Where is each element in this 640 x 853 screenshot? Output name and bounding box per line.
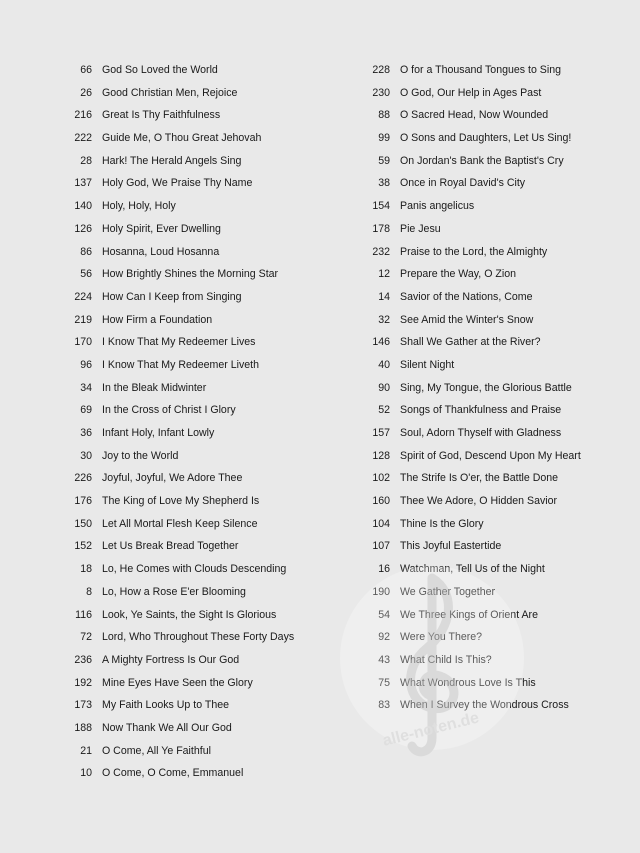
page-number: 154: [372, 200, 390, 213]
page-number: 18: [80, 563, 92, 576]
song-title: Songs of Thankfulness and Praise: [400, 404, 562, 417]
page-number: 224: [74, 290, 92, 303]
song-title: This Joyful Eastertide: [400, 540, 502, 553]
index-entry: [60, 699, 340, 722]
song-title: O Sons and Daughters, Let Us Sing!: [400, 132, 572, 145]
page-number: 128: [372, 449, 390, 462]
page-number: 56: [80, 268, 92, 281]
page-number: 12: [378, 268, 390, 281]
song-title: Hosanna, Loud Hosanna: [102, 245, 220, 258]
song-title: Panis angelicus: [400, 200, 475, 213]
song-title: How Firm a Foundation: [102, 313, 213, 326]
song-title: Lord, Who Throughout These Forty Days: [102, 631, 295, 644]
song-title: Were You There?: [400, 631, 483, 644]
page-number: 52: [378, 404, 390, 417]
song-title: We Gather Together: [400, 585, 496, 598]
song-title: Thine Is the Glory: [400, 517, 484, 530]
song-title: God So Loved the World: [102, 64, 218, 76]
index-entry: [358, 540, 628, 563]
page-number: 34: [80, 381, 92, 394]
song-title: Let Us Break Bread Together: [102, 540, 239, 553]
index-entry: [358, 609, 628, 632]
page-number: 90: [378, 381, 390, 394]
index-entry: [60, 722, 340, 745]
song-title: Mine Eyes Have Seen the Glory: [102, 676, 253, 689]
page-number: 30: [80, 449, 92, 462]
index-entry: [60, 336, 340, 359]
index-entry: [358, 677, 628, 700]
index-entry: [60, 223, 340, 246]
index-entry: [60, 177, 340, 200]
song-title: The Strife Is O'er, the Battle Done: [400, 472, 559, 485]
song-title: Holy Spirit, Ever Dwelling: [102, 222, 221, 235]
index-entry: [60, 563, 340, 586]
index-entry: [358, 631, 628, 654]
song-title: Good Christian Men, Rejoice: [102, 86, 238, 99]
index-entry: [358, 246, 628, 269]
index-entry: [60, 132, 340, 155]
page-number: 26: [80, 86, 92, 99]
index-entry: [358, 109, 628, 132]
page-number: 104: [372, 517, 390, 530]
index-entry: [358, 291, 628, 314]
index-entry: [60, 586, 340, 609]
left-index-column: [60, 64, 340, 790]
song-title: Joy to the World: [102, 449, 179, 462]
index-entry: [60, 427, 340, 450]
index-entry: [60, 87, 340, 110]
index-entry: [358, 450, 628, 473]
index-entry: [60, 540, 340, 563]
song-title: O Sacred Head, Now Wounded: [400, 109, 549, 122]
page-number: 137: [74, 177, 92, 190]
page-number: 152: [74, 540, 92, 553]
index-entry: [358, 223, 628, 246]
index-entry: [358, 563, 628, 586]
page-number: 232: [372, 245, 390, 258]
song-title: In the Cross of Christ I Glory: [102, 404, 236, 417]
song-title: O for a Thousand Tongues to Sing: [400, 64, 561, 76]
page-number: 36: [80, 427, 92, 439]
song-title: Prepare the Way, O Zion: [400, 268, 516, 281]
song-title: Let All Mortal Flesh Keep Silence: [102, 517, 258, 530]
page-number: 32: [378, 313, 390, 326]
page-number: 83: [378, 699, 390, 712]
page-number: 14: [378, 290, 390, 303]
index-entry: [358, 87, 628, 110]
song-title: O God, Our Help in Ages Past: [400, 86, 542, 99]
song-title: Watchman, Tell Us of the Night: [400, 563, 545, 576]
index-entry: [60, 495, 340, 518]
page-number: 236: [74, 653, 92, 666]
page-number: 86: [80, 245, 92, 258]
index-entry: [358, 404, 628, 427]
page-number: 192: [74, 676, 92, 689]
page-number: 230: [372, 86, 390, 99]
index-entry: [60, 767, 340, 790]
index-entry: [60, 654, 340, 677]
page-number: 54: [378, 608, 390, 621]
song-title: Hark! The Herald Angels Sing: [102, 154, 242, 167]
index-entry: [358, 586, 628, 609]
index-entry: [60, 314, 340, 337]
page-number: 160: [372, 495, 390, 508]
page-number: 96: [80, 358, 92, 371]
page-number: 190: [372, 585, 390, 598]
page-number: 219: [74, 313, 92, 326]
page-number: 170: [74, 336, 92, 349]
index-entry: [60, 382, 340, 405]
page-number: 222: [74, 132, 92, 145]
page-number: 150: [74, 517, 92, 530]
song-title: Now Thank We All Our God: [102, 721, 232, 734]
index-entry: [358, 472, 628, 495]
song-title: Pie Jesu: [400, 222, 441, 235]
song-title: When I Survey the Wondrous Cross: [400, 699, 569, 712]
page-number: 126: [74, 222, 92, 235]
page-number: 72: [80, 631, 92, 644]
index-entry: [60, 64, 340, 87]
index-entry: [358, 427, 628, 450]
index-entry: [358, 654, 628, 677]
page-number: 178: [372, 222, 390, 235]
index-entry: [358, 336, 628, 359]
song-title: Lo, He Comes with Clouds Descending: [102, 563, 287, 576]
index-entry: [358, 518, 628, 541]
song-title: See Amid the Winter's Snow: [400, 313, 534, 326]
song-title: In the Bleak Midwinter: [102, 381, 207, 394]
song-title: Look, Ye Saints, the Sight Is Glorious: [102, 608, 277, 621]
song-title: Joyful, Joyful, We Adore Thee: [102, 472, 243, 485]
song-title: Soul, Adorn Thyself with Gladness: [400, 427, 562, 439]
index-entry: [60, 745, 340, 768]
song-title: Savior of the Nations, Come: [400, 290, 533, 303]
song-title: On Jordan's Bank the Baptist's Cry: [400, 154, 564, 167]
page-number: 173: [74, 699, 92, 712]
song-title: Shall We Gather at the River?: [400, 336, 541, 349]
index-entry: [358, 314, 628, 337]
page-number: 40: [378, 358, 390, 371]
page-number: 228: [372, 64, 390, 76]
song-title: Spirit of God, Descend Upon My Heart: [400, 449, 581, 462]
song-title: Silent Night: [400, 358, 455, 371]
song-title: I Know That My Redeemer Lives: [102, 336, 256, 349]
index-entry: [60, 518, 340, 541]
index-entry: [358, 359, 628, 382]
index-entry: [358, 495, 628, 518]
index-entry: [60, 200, 340, 223]
page-number: 92: [378, 631, 390, 644]
index-entry: [358, 64, 628, 87]
index-entry: [60, 450, 340, 473]
page-number: 10: [80, 767, 92, 780]
song-title: How Brightly Shines the Morning Star: [102, 268, 279, 281]
page-number: 69: [80, 404, 92, 417]
page-number: 8: [86, 585, 92, 598]
page-number: 59: [378, 154, 390, 167]
song-title: My Faith Looks Up to Thee: [102, 699, 229, 712]
index-entry: [60, 291, 340, 314]
song-title: What Child Is This?: [400, 653, 492, 666]
song-title: How Can I Keep from Singing: [102, 290, 242, 303]
index-entry: [60, 677, 340, 700]
page-number: 66: [80, 64, 92, 76]
song-title: Sing, My Tongue, the Glorious Battle: [400, 381, 572, 394]
page-number: 116: [75, 608, 92, 621]
index-entry: [358, 200, 628, 223]
index-entry: [60, 155, 340, 178]
song-title: Holy, Holy, Holy: [102, 200, 176, 213]
page-number: 176: [74, 495, 92, 508]
song-title: Holy God, We Praise Thy Name: [102, 177, 253, 190]
page-number: 75: [378, 676, 390, 689]
page-number: 21: [80, 744, 92, 757]
song-title: Praise to the Lord, the Almighty: [400, 245, 548, 258]
page-number: 102: [372, 472, 390, 485]
song-title: I Know That My Redeemer Liveth: [102, 358, 260, 371]
page-number: 43: [378, 653, 390, 666]
page-number: 146: [372, 336, 390, 349]
song-title: We Three Kings of Orient Are: [400, 608, 538, 621]
song-title: A Mighty Fortress Is Our God: [102, 653, 240, 666]
song-title: O Come, All Ye Faithful: [102, 744, 211, 757]
index-entry: [358, 177, 628, 200]
page-number: 226: [74, 472, 92, 485]
page-number: 188: [74, 721, 92, 734]
page-number: 38: [378, 177, 390, 190]
song-title: What Wondrous Love Is This: [400, 676, 536, 689]
page-number: 157: [372, 427, 390, 439]
index-entry: [358, 382, 628, 405]
song-title: Infant Holy, Infant Lowly: [102, 427, 215, 439]
index-entry: [358, 268, 628, 291]
index-entry: [60, 631, 340, 654]
page-number: 107: [372, 540, 390, 553]
song-title: The King of Love My Shepherd Is: [102, 495, 260, 508]
page-number: 88: [378, 109, 390, 122]
song-title: Lo, How a Rose E'er Blooming: [102, 585, 246, 598]
index-entry: [60, 359, 340, 382]
index-entry: [358, 155, 628, 178]
song-title: Great Is Thy Faithfulness: [102, 109, 221, 122]
index-entry: [60, 609, 340, 632]
index-entry: [60, 472, 340, 495]
song-title: Thee We Adore, O Hidden Savior: [400, 495, 558, 508]
song-title: Once in Royal David's City: [400, 177, 526, 190]
index-entry: [358, 132, 628, 155]
index-entry: [358, 699, 628, 722]
page-number: 140: [74, 200, 92, 213]
index-entry: [60, 109, 340, 132]
index-entry: [60, 268, 340, 291]
index-entry: [60, 246, 340, 269]
page-number: 99: [378, 132, 390, 145]
song-title: Guide Me, O Thou Great Jehovah: [102, 132, 262, 145]
index-entry: [60, 404, 340, 427]
page-number: 16: [378, 563, 390, 576]
page-number: 28: [80, 154, 92, 167]
page-number: 216: [74, 109, 92, 122]
song-title: O Come, O Come, Emmanuel: [102, 767, 244, 780]
watermark-text: alle-noten.de: [380, 709, 481, 750]
right-index-column: [358, 64, 628, 722]
